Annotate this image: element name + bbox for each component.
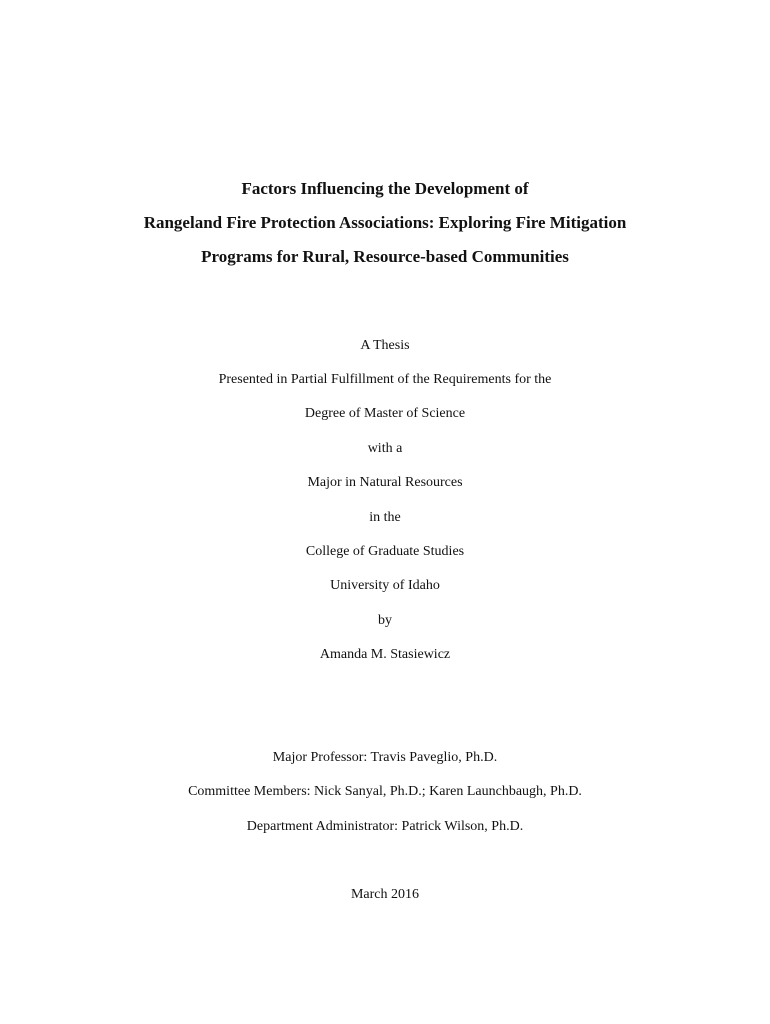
author-name: Amanda M. Stasiewicz — [319, 647, 451, 662]
degree-name: Degree of Master of Science — [304, 406, 466, 421]
by-text: by — [378, 613, 392, 628]
submission-date: March 2016 — [350, 887, 420, 902]
thesis-label: A Thesis — [360, 338, 410, 353]
title-line-3: Programs for Rural, Resource-based Communities — [201, 247, 569, 266]
major-professor: Major Professor: Travis Paveglio, Ph.D. — [272, 750, 498, 765]
fulfillment-statement: Presented in Partial Fulfillment of the Requirements for the — [218, 372, 552, 387]
title-line-2: Rangeland Fire Protection Associations: Exploring Fire Mitigation — [143, 213, 627, 232]
in-the-text: in the — [369, 510, 401, 525]
title-line-1: Factors Influencing the Development of — [241, 179, 529, 198]
department-administrator: Department Administrator: Patrick Wilson, Ph.D. — [246, 819, 524, 834]
college-name: College of Graduate Studies — [305, 544, 465, 559]
with-a-text: with a — [367, 441, 403, 456]
university-name: University of Idaho — [330, 578, 440, 593]
thesis-title — [0, 172, 770, 274]
major-name: Major in Natural Resources — [307, 475, 463, 490]
committee-members: Committee Members: Nick Sanyal, Ph.D.; Karen Launchbaugh, Ph.D. — [188, 784, 582, 799]
